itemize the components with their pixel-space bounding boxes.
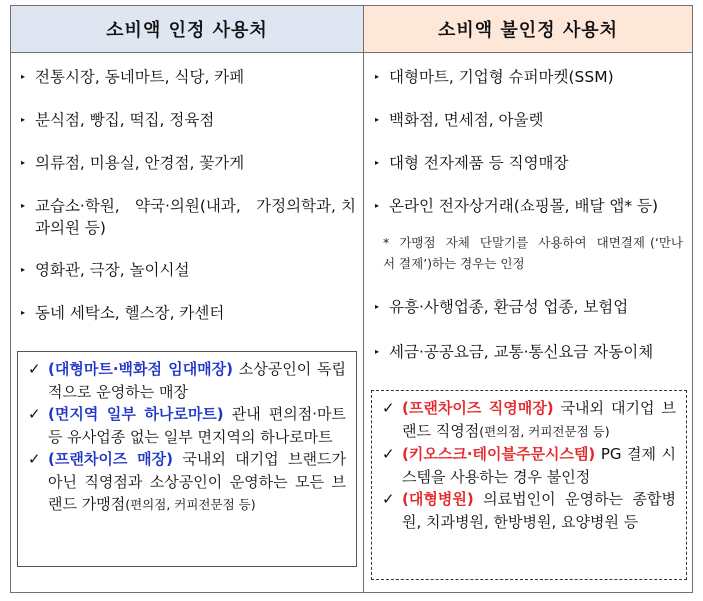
footnote: * 가맹점 자체 단말기를 사용하여 대면결제 (‘만나서 결제’)하는 경우는 인정 xyxy=(383,235,683,271)
bullet-icon: ▸ xyxy=(375,158,380,167)
exception-keyword: (면지역 일부 하나로마트) xyxy=(48,405,224,423)
bullet-icon: ▸ xyxy=(21,265,26,274)
bullet-icon: ▸ xyxy=(21,158,26,167)
exception-keyword: (프랜차이즈 매장) xyxy=(48,450,173,468)
column-divider xyxy=(363,6,364,592)
exception-keyword: (키오스크·테이블주문시스템) xyxy=(402,445,596,463)
bullet-icon: ▸ xyxy=(21,72,26,81)
bullet-icon: ▸ xyxy=(21,308,26,317)
bullet-icon: ▸ xyxy=(375,302,380,311)
right-header: 소비액 불인정 사용처 xyxy=(364,6,692,52)
bullet-icon: ▸ xyxy=(375,347,380,356)
list-item: ▸ 온라인 전자상거래(쇼핑몰, 배달 앱* 등) xyxy=(375,197,659,215)
list-item: ▸ 분식점, 빵집, 떡집, 정육점 xyxy=(21,111,215,129)
check-icon: ✓ xyxy=(382,445,395,463)
exception-entry: ✓ (키오스크·테이블주문시스템) PG 결제 시스템을 사용하는 경우 불인정 xyxy=(382,445,676,486)
list-item: ▸ 백화점, 면세점, 아울렛 xyxy=(375,111,544,129)
exception-entry: ✓ (면지역 일부 하나로마트) 관내 편의점·마트 등 유사업종 없는 일부 면지역의 하나로마트 xyxy=(28,405,346,446)
exception-entry: ✓ (대형병원) 의료법인이 운영하는 종합병원, 치과병원, 한방병원, 요양병원 등 xyxy=(382,490,676,531)
list-item: ▸ 의류점, 미용실, 안경점, 꽃가게 xyxy=(21,154,245,172)
header-divider xyxy=(11,52,692,53)
check-icon: ✓ xyxy=(382,399,395,417)
check-icon: ✓ xyxy=(382,490,395,508)
bullet-icon: ▸ xyxy=(375,115,380,124)
exception-keyword: (대형병원) xyxy=(402,490,474,508)
list-item: ▸ 유흥·사행업종, 환금성 업종, 보험업 xyxy=(375,298,629,316)
list-item: ▸ 세금·공공요금, 교통·통신요금 자동이체 xyxy=(375,343,654,361)
exception-entry: ✓ (프랜차이즈 매장) 국내외 대기업 브랜드가 아닌 직영점과 소상공인이 운영하는 모든 브랜드 가맹점(편의점, 커피전문점 등) xyxy=(28,450,346,513)
exception-entry: ✓ (대형마트·백화점 임대매장) 소상공인이 독립적으로 운영하는 매장 xyxy=(28,360,346,401)
list-item: ▸ 영화관, 극장, 놀이시설 xyxy=(21,261,190,279)
list-item: ▸ 동네 세탁소, 헬스장, 카센터 xyxy=(21,304,225,322)
exception-keyword: (대형마트·백화점 임대매장) xyxy=(48,360,234,378)
bullet-icon: ▸ xyxy=(21,201,26,210)
check-icon: ✓ xyxy=(28,450,41,468)
exception-keyword: (프랜차이즈 직영매장) xyxy=(402,399,554,417)
list-item: ▸ 대형마트, 기업형 슈퍼마켓(SSM) xyxy=(375,68,614,86)
list-item: ▸ 전통시장, 동네마트, 식당, 카페 xyxy=(21,68,245,86)
list-item: ▸ 대형 전자제품 등 직영매장 xyxy=(375,154,569,172)
list-item: ▸ 교습소·학원, 약국·의원(내과, 가정의학과, 치과의원 등) xyxy=(21,197,356,237)
right-exception-box xyxy=(371,390,687,580)
bullet-icon: ▸ xyxy=(375,72,380,81)
left-exception-box xyxy=(17,351,357,567)
left-header: 소비액 인정 사용처 xyxy=(11,6,363,52)
exception-entry: ✓ (프랜차이즈 직영매장) 국내외 대기업 브랜드 직영점(편의점, 커피전문점 등) xyxy=(382,399,676,440)
bullet-icon: ▸ xyxy=(21,115,26,124)
check-icon: ✓ xyxy=(28,360,41,378)
usage-table xyxy=(10,5,693,593)
check-icon: ✓ xyxy=(28,405,41,423)
bullet-icon: ▸ xyxy=(375,201,380,210)
